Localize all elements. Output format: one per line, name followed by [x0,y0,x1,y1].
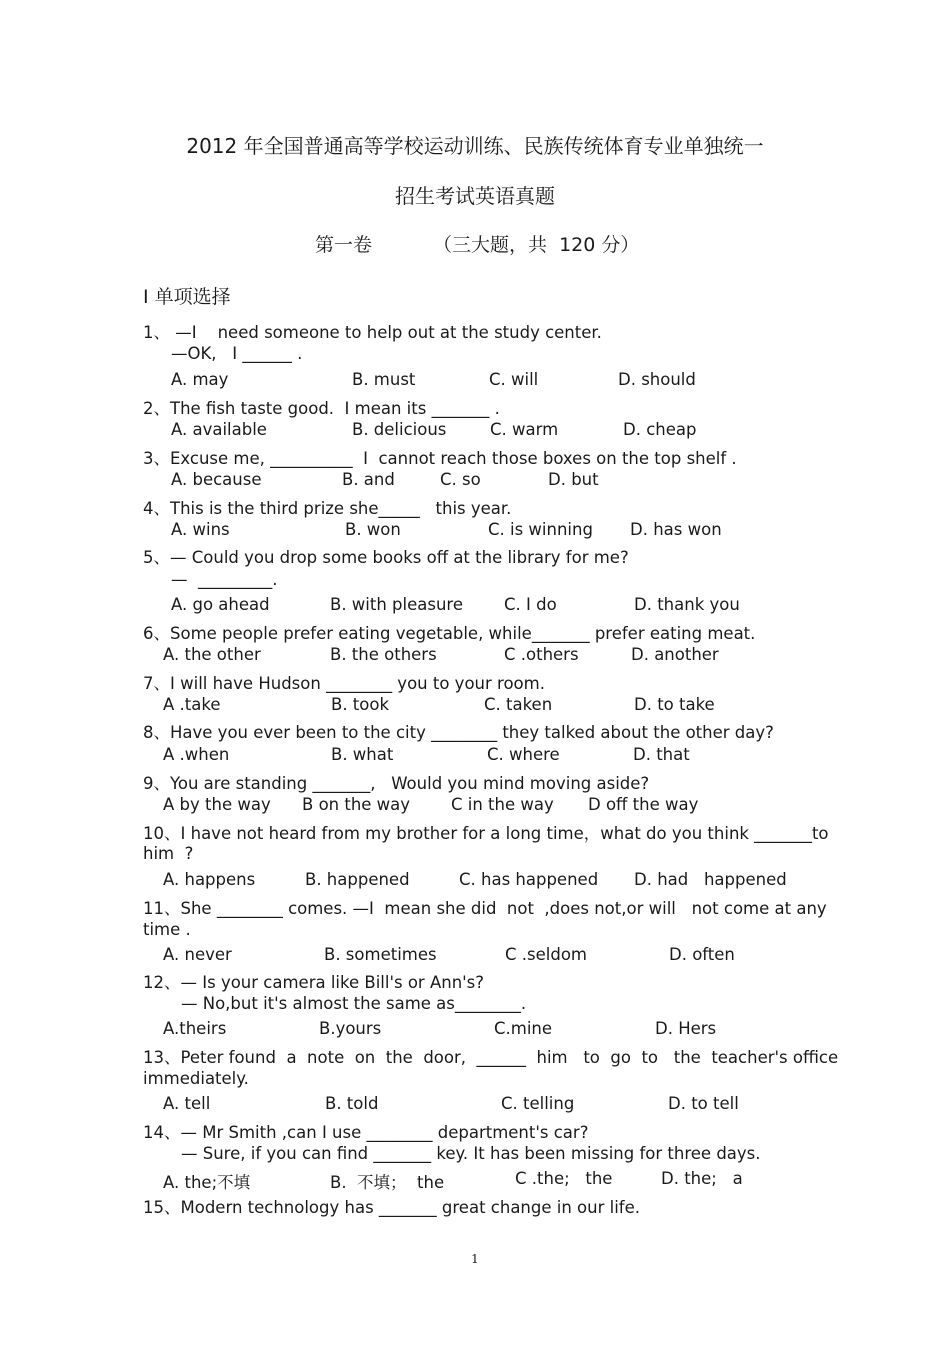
question-line: 3、Excuse me, __________ I cannot reach those boxes on the top shelf . [143,449,737,468]
question-line: 13、Peter found a note on the door, ______ him to go to the teacher's office [143,1048,839,1067]
question-line: —OK, I ______ . [171,344,303,363]
answer-option: D. Hers [655,1019,717,1038]
answer-option: D. but [548,470,599,489]
answer-option: A by the way [163,795,271,814]
question-line: 10、I have not heard from my brother for a long time，what do you think _______to [143,824,829,843]
answer-option: C. warm [490,420,559,439]
answer-option: D. to tell [668,1094,739,1113]
question-line: 1、 —I need someone to help out at the study center. [143,323,602,342]
answer-option: A. go ahead [171,595,270,614]
answer-option: C. I do [504,595,557,614]
question-line: 15、Modern technology has _______ great change in our life. [143,1198,640,1217]
answer-option: D. that [633,745,690,764]
answer-option: A. the other [163,645,261,664]
question-line: 12、— Is your camera like Bill's or Ann's? [143,973,485,992]
answer-option: C .the; the [515,1169,613,1188]
answer-option: B. delicious [352,420,447,439]
answer-option: A.theirs [163,1019,227,1038]
question-line: immediately. [143,1069,249,1088]
answer-option: A. never [163,945,232,964]
volume-note: （三大题，共 120 分） [433,234,640,256]
question-line: him ? [143,844,194,863]
question-line: 8、Have you ever been to the city ________ they talked about the other day? [143,723,774,742]
answer-option: A. may [171,370,229,389]
answer-option: C.mine [494,1019,553,1038]
answer-option: B on the way [302,795,411,814]
answer-option: C .seldom [505,945,587,964]
answer-option: D. has won [630,520,722,539]
question-line: — No,but it's almost the same as________. [181,994,527,1013]
document-title-line2: 招生考试英语真题 [395,184,555,208]
document-title-line1: 2012 年全国普通高等学校运动训练、民族传统体育专业单独统一 [186,134,764,158]
section-heading: Ⅰ 单项选择 [143,286,231,308]
page-number: 1 [471,1252,479,1266]
answer-option: B. sometimes [324,945,437,964]
answer-option: C. is winning [488,520,593,539]
answer-option: D. to take [634,695,715,714]
answer-option: C .others [504,645,579,664]
question-line: 14、— Mr Smith ,can I use ________ department's car? [143,1123,589,1142]
answer-option: B. 不填； the [330,1173,445,1192]
question-line: 5、— Could you drop some books off at the library for me? [143,548,629,567]
answer-option: A. because [171,470,262,489]
answer-option: C. has happened [459,870,599,889]
answer-option: A. tell [163,1094,211,1113]
question-line: 4、This is the third prize she_____ this year. [143,499,512,518]
question-line: 11、She ________ comes. —I mean she did not ,does not,or will not come at any [143,899,827,918]
answer-option: D. should [618,370,696,389]
answer-option: A. available [171,420,267,439]
answer-option: A. happens [163,870,256,889]
answer-option: D. often [669,945,735,964]
answer-option: B. the others [330,645,437,664]
answer-option: D. cheap [623,420,697,439]
question-line: time . [143,920,191,939]
answer-option: D. thank you [634,595,740,614]
answer-option: B. took [331,695,390,714]
answer-option: B. must [352,370,416,389]
question-line: 2、The fish taste good. I mean its _______ . [143,399,500,418]
answer-option: A. wins [171,520,230,539]
answer-option: C in the way [451,795,554,814]
question-line: 7、I will have Hudson ________ you to your room. [143,674,545,693]
answer-option: B. with pleasure [330,595,464,614]
answer-option: C. telling [501,1094,575,1113]
answer-option: C. taken [484,695,553,714]
answer-option: B. what [331,745,394,764]
question-line: 6、Some people prefer eating vegetable, while_______ prefer eating meat. [143,624,756,643]
answer-option: B. won [345,520,401,539]
answer-option: B. and [342,470,395,489]
answer-option: A .when [163,745,230,764]
answer-option: A .take [163,695,221,714]
answer-option: D. had happened [634,870,787,889]
question-line: — Sure, if you can find _______ key. It has been missing for three days. [181,1144,761,1163]
answer-option: B.yours [319,1019,382,1038]
answer-option: A. the;不填 [163,1173,251,1192]
answer-option: D off the way [588,795,699,814]
answer-option: B. told [325,1094,379,1113]
volume-label: 第一卷 [315,234,373,256]
question-line: 9、You are standing _______, Would you mind moving aside? [143,774,650,793]
answer-option: C. so [440,470,481,489]
answer-option: D. another [631,645,719,664]
answer-option: B. happened [305,870,410,889]
question-line: — _________. [171,570,278,589]
answer-option: D. the; a [661,1169,743,1188]
answer-option: C. where [487,745,560,764]
answer-option: C. will [489,370,539,389]
